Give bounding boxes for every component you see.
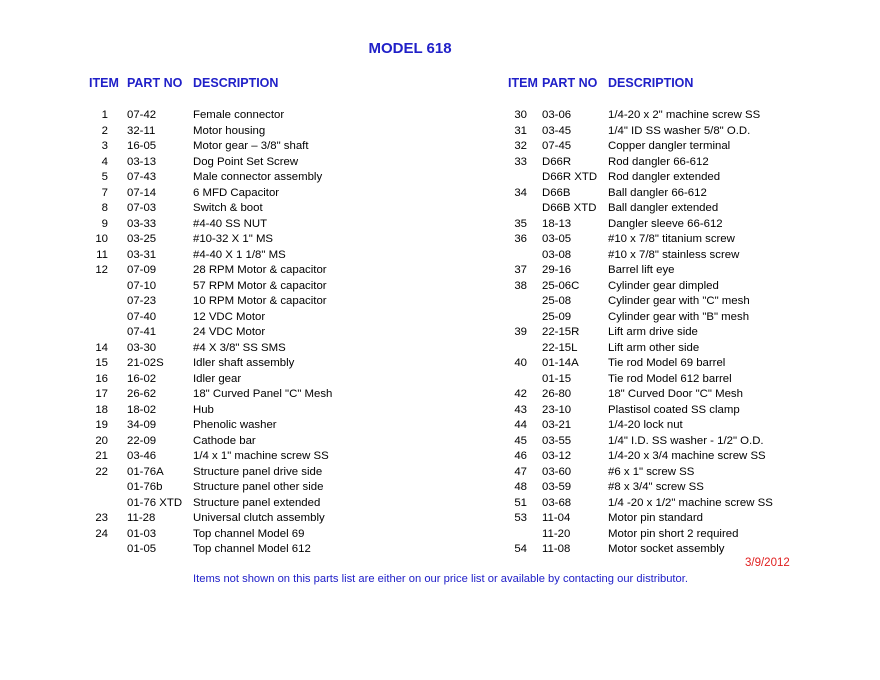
part-description: #4 X 3/8" SS SMS	[193, 341, 286, 354]
table-row	[0, 496, 880, 512]
table-row	[0, 294, 880, 310]
item-number: 46	[514, 450, 527, 462]
item-number: 12	[95, 264, 108, 276]
part-description: 1/4" ID SS washer 5/8" O.D.	[608, 124, 751, 137]
part-description: Dog Point Set Screw	[193, 155, 299, 168]
part-description: Idler shaft assembly	[193, 357, 295, 369]
part-description: Male connector assembly	[193, 171, 323, 183]
table-row	[0, 310, 880, 326]
table-row	[0, 480, 880, 496]
part-description: Cathode bar	[193, 434, 256, 447]
part-number: 03-12	[542, 450, 572, 462]
part-description: Phenolic washer	[193, 419, 277, 431]
part-number: 22-15R	[542, 326, 580, 338]
item-number: 33	[514, 155, 527, 168]
item-number: 15	[95, 357, 108, 369]
part-number: 03-68	[542, 496, 572, 509]
part-number: 01-15	[542, 372, 572, 385]
table-row	[0, 170, 880, 186]
item-number: 21	[95, 450, 108, 462]
table-row	[0, 356, 880, 372]
item-number: 35	[514, 217, 527, 230]
part-description: Copper dangler terminal	[608, 140, 731, 152]
table-row	[0, 434, 880, 450]
part-number: 01-76 XTD	[127, 496, 183, 509]
part-number: 03-08	[542, 248, 572, 261]
part-description: Tie rod Model 69 barrel	[608, 357, 726, 369]
part-number: 07-09	[127, 264, 157, 276]
right-table-header	[0, 76, 880, 92]
part-number: D66R	[542, 155, 572, 168]
part-description: Motor pin standard	[608, 512, 703, 524]
part-number: 01-05	[127, 543, 157, 555]
part-number: 01-03	[127, 527, 157, 540]
part-description: 57 RPM Motor & capacitor	[193, 279, 327, 292]
part-number: 03-25	[127, 233, 157, 245]
part-description: Idler gear	[193, 372, 242, 385]
part-number: D66B XTD	[542, 202, 597, 214]
header-item: ITEM	[89, 76, 119, 90]
part-number: 32-11	[127, 124, 156, 137]
part-description: 12 VDC Motor	[193, 310, 266, 323]
part-number: 11-08	[542, 543, 571, 555]
table-row	[0, 139, 880, 155]
part-description: Structure panel other side	[193, 481, 324, 493]
part-description: Cylinder gear with "B" mesh	[608, 310, 750, 323]
part-description: Ball dangler 66-612	[608, 186, 707, 199]
page-title	[0, 40, 880, 57]
part-description: Dangler sleeve 66-612	[608, 217, 723, 230]
item-number: 31	[514, 124, 527, 137]
header-part-no: PART NO	[542, 76, 598, 90]
part-description: Universal clutch assembly	[193, 512, 325, 524]
part-description: 1/4" I.D. SS washer - 1/2" O.D.	[608, 434, 764, 447]
table-row	[0, 418, 880, 434]
part-description: Motor housing	[193, 124, 266, 137]
part-description: 1/4-20 x 2" machine screw SS	[608, 109, 761, 121]
part-number: 03-05	[542, 233, 572, 245]
part-number: 07-43	[127, 171, 157, 183]
right-parts-table	[0, 108, 880, 558]
part-number: 18-13	[542, 217, 572, 230]
part-number: 03-46	[127, 450, 157, 462]
part-description: Rod dangler extended	[608, 171, 721, 183]
part-description: 18" Curved Panel "C" Mesh	[193, 388, 333, 400]
part-description: Structure panel extended	[193, 496, 321, 509]
part-description: 28 RPM Motor & capacitor	[193, 264, 327, 276]
part-description: Top channel Model 69	[193, 527, 305, 540]
part-number: 22-15L	[542, 341, 578, 354]
table-row	[0, 465, 880, 481]
part-description: Motor pin short 2 required	[608, 527, 739, 540]
part-number: 03-31	[127, 248, 157, 261]
item-number: 44	[514, 419, 527, 431]
part-number: 07-14	[127, 186, 157, 199]
table-row	[0, 403, 880, 419]
part-number: 07-03	[127, 202, 157, 214]
part-description: Cylinder gear with "C" mesh	[608, 295, 750, 307]
item-number: 51	[514, 496, 527, 509]
table-row	[0, 232, 880, 248]
part-number: 23-10	[542, 403, 572, 416]
table-row	[0, 155, 880, 171]
part-number: 03-60	[542, 465, 572, 478]
part-description: Cylinder gear dimpled	[608, 279, 719, 292]
part-description: #6 x 1" screw SS	[608, 465, 695, 478]
item-number: 2	[101, 124, 108, 137]
table-row	[0, 124, 880, 140]
item-number: 42	[514, 388, 527, 400]
part-description: Female connector	[193, 109, 285, 121]
part-number: 29-16	[542, 264, 572, 276]
table-row	[0, 542, 880, 558]
table-row	[0, 387, 880, 403]
part-number: 07-45	[542, 140, 572, 152]
item-number: 16	[95, 372, 108, 385]
part-description: 18" Curved Door "C" Mesh	[608, 388, 743, 400]
item-number: 11	[96, 248, 108, 261]
part-number: 16-05	[127, 140, 157, 152]
part-description: Motor gear – 3/8" shaft	[193, 140, 309, 152]
part-description: Plastisol coated SS clamp	[608, 403, 740, 416]
part-number: 03-45	[542, 124, 572, 137]
item-number: 9	[101, 217, 108, 230]
part-description: Ball dangler extended	[608, 202, 719, 214]
part-number: 01-14A	[542, 357, 579, 369]
item-number: 48	[514, 481, 527, 493]
part-description: Hub	[193, 403, 214, 416]
item-number: 54	[514, 543, 527, 555]
part-number: 03-21	[542, 419, 572, 431]
part-number: 07-42	[127, 109, 157, 121]
part-number: 16-02	[127, 372, 157, 385]
table-row	[0, 108, 880, 124]
item-number: 14	[95, 341, 108, 354]
revision-date: 3/9/2012	[745, 557, 790, 569]
table-row	[0, 201, 880, 217]
table-row	[0, 372, 880, 388]
part-number: 26-80	[542, 388, 572, 400]
item-number: 37	[514, 264, 527, 276]
item-number: 20	[95, 434, 108, 447]
part-number: 11-28	[127, 512, 156, 524]
part-number: 03-13	[127, 155, 157, 168]
part-number: 01-76A	[127, 465, 164, 478]
table-row	[0, 449, 880, 465]
part-number: 34-09	[127, 419, 157, 431]
part-description: Lift arm drive side	[608, 326, 698, 338]
part-description: #4-40 SS NUT	[193, 217, 268, 230]
part-description: Motor socket assembly	[608, 543, 725, 555]
table-row	[0, 325, 880, 341]
item-number: 8	[101, 202, 108, 214]
part-number: 03-30	[127, 341, 157, 354]
header-description: DESCRIPTION	[608, 76, 694, 90]
item-number: 32	[514, 140, 527, 152]
item-number: 10	[95, 233, 108, 245]
part-number: 21-02S	[127, 357, 164, 369]
part-number: 26-62	[127, 388, 157, 400]
item-number: 47	[514, 465, 527, 478]
item-number: 34	[514, 186, 527, 199]
part-description: #10 x 7/8" stainless screw	[608, 248, 740, 261]
part-description: 24 VDC Motor	[193, 326, 266, 338]
item-number: 38	[514, 279, 527, 292]
item-number: 39	[514, 326, 527, 338]
part-number: 18-02	[127, 403, 157, 416]
item-number: 40	[514, 357, 527, 369]
part-description: 1/4 x 1" machine screw SS	[193, 450, 329, 462]
part-number: 07-40	[127, 310, 157, 323]
item-number: 24	[95, 527, 108, 540]
table-row	[0, 217, 880, 233]
item-number: 1	[101, 109, 108, 121]
item-number: 17	[95, 388, 108, 400]
item-number: 23	[95, 512, 108, 524]
item-number: 3	[101, 140, 108, 152]
part-description: #4-40 X 1 1/8" MS	[193, 248, 286, 261]
part-number: 07-41	[127, 326, 157, 338]
part-description: Rod dangler 66-612	[608, 155, 709, 168]
part-number: 07-23	[127, 295, 157, 307]
header-description: DESCRIPTION	[193, 76, 279, 90]
item-number: 45	[514, 434, 527, 447]
item-number: 7	[101, 186, 108, 199]
part-description: Tie rod Model 612 barrel	[608, 372, 732, 385]
item-number: 22	[95, 465, 108, 478]
item-number: 19	[95, 419, 108, 431]
part-description: 1/4 -20 x 1/2" machine screw SS	[608, 496, 773, 509]
part-description: #8 x 3/4" screw SS	[608, 481, 704, 493]
part-number: 11-20	[542, 527, 571, 540]
table-row	[0, 279, 880, 295]
part-description: Barrel lift eye	[608, 264, 675, 276]
part-description: #10 x 7/8" titanium screw	[608, 233, 735, 245]
part-description: 1/4-20 x 3/4 machine screw SS	[608, 450, 766, 462]
part-number: 22-09	[127, 434, 157, 447]
header-item: ITEM	[508, 76, 538, 90]
page-title-text: MODEL 618	[368, 40, 452, 57]
item-number: 53	[514, 512, 527, 524]
part-description: 10 RPM Motor & capacitor	[193, 295, 327, 307]
part-number: D66R XTD	[542, 171, 598, 183]
part-number: 03-55	[542, 434, 572, 447]
part-description: #10-32 X 1" MS	[193, 233, 274, 245]
item-number: 36	[514, 233, 527, 245]
table-row	[0, 511, 880, 527]
part-number: 07-10	[127, 279, 157, 292]
part-number: 03-06	[542, 109, 572, 121]
part-number: 25-06C	[542, 279, 580, 292]
part-number: D66B	[542, 186, 571, 199]
table-row	[0, 341, 880, 357]
header-part-no: PART NO	[127, 76, 183, 90]
part-number: 01-76b	[127, 481, 163, 493]
table-row	[0, 263, 880, 279]
part-description: Switch & boot	[193, 202, 263, 214]
part-description: 1/4-20 lock nut	[608, 419, 683, 431]
part-number: 25-08	[542, 295, 572, 307]
table-row	[0, 248, 880, 264]
part-description: Top channel Model 612	[193, 543, 311, 555]
part-description: Structure panel drive side	[193, 465, 323, 478]
part-number: 25-09	[542, 310, 572, 323]
item-number: 4	[101, 155, 108, 168]
part-number: 11-04	[542, 512, 571, 524]
part-description: Lift arm other side	[608, 341, 700, 354]
part-description: 6 MFD Capacitor	[193, 186, 280, 199]
table-row	[0, 186, 880, 202]
item-number: 30	[514, 109, 527, 121]
table-row	[0, 527, 880, 543]
part-number: 03-59	[542, 481, 572, 493]
footer-note: Items not shown on this parts list are either on our price list or available by contacting our distributor.	[193, 573, 688, 585]
item-number: 18	[95, 403, 108, 416]
part-number: 03-33	[127, 217, 157, 230]
item-number: 5	[101, 171, 108, 183]
item-number: 43	[514, 403, 527, 416]
